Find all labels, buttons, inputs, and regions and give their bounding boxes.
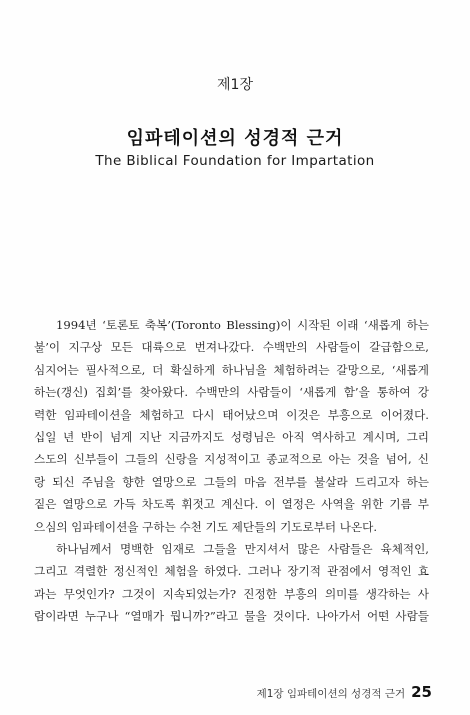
paragraph-1-line-8: 랑 되신 주님을 향한 열망으로 그들의 마음 전부를 불살라 드리고자 하는 — [34, 474, 429, 489]
running-head: 제1장 임파테이션의 성경적 근거 — [256, 688, 406, 700]
paragraph-1-line-7: 스도의 신부들이 그들의 신랑을 지성적이고 종교적으로 아는 것을 넘어, 신 — [34, 452, 429, 467]
chapter-label: 제1장 — [217, 77, 253, 93]
paragraph-2-line-1: 하나님께서 명백한 임재로 그들을 만지셔서 많은 사람들은 육체적인, — [56, 541, 429, 556]
paragraph-1-line-10: 으심의 임파테이션을 구하는 수천 기도 제단들의 기도로부터 나온다. — [34, 519, 378, 534]
paragraph-2-line-2: 그리고 격렬한 정신적인 체험을 하였다. 그러나 장기적 관점에서 영적인 효 — [34, 564, 429, 579]
paragraph-1-line-9: 짙은 열망으로 가득 차도록 휘젓고 계신다. 이 열정은 사역을 위한 기름 부 — [34, 497, 429, 512]
chapter-title-korean: 임파테이션의 성경적 근거 — [126, 128, 344, 149]
paragraph-1-line-4: 하는(갱신) 집회’를 찾아왔다. 수백만의 사람들이 ‘새롭게 함’을 통하여 강 — [34, 385, 429, 400]
chapter-title-english: The Biblical Foundation for Impartation — [95, 153, 375, 169]
page-number: 25 — [411, 683, 432, 701]
paragraph-1-line-1: 1994년 ‘토론토 축복’(Toronto Blessing)이 시작된 이래 ‘새롭게 하는 — [56, 318, 429, 332]
paragraph-2-line-4: 람이라면 누구나 “열매가 뭡니까?”라고 물을 것이다. 나아가서 어떤 사람들 — [34, 609, 429, 624]
body-text — [34, 314, 429, 627]
paragraph-1-line-2: 불’이 지구상 모든 대륙으로 번져나갔다. 수백만의 사람들이 갈급함으로, — [34, 340, 429, 355]
paragraph-1-line-5: 력한 임파테이션을 체험하고 다시 태어났으며 이것은 부흥으로 이어졌다. — [34, 407, 429, 422]
paragraph-1-line-6: 십일 년 반이 넘게 지난 지금까지도 성령님은 아직 역사하고 계시며, 그리 — [34, 429, 429, 444]
page-footer — [257, 683, 432, 701]
paragraph-2-line-3: 과는 무엇인가? 그것이 지속되었는가? 진정한 부흥의 의미를 생각하는 사 — [34, 586, 429, 601]
paragraph-1-line-3: 심지어는 필사적으로, 더 확실하게 하나님을 체험하려는 갈망으로, ‘새롭게 — [34, 362, 429, 377]
